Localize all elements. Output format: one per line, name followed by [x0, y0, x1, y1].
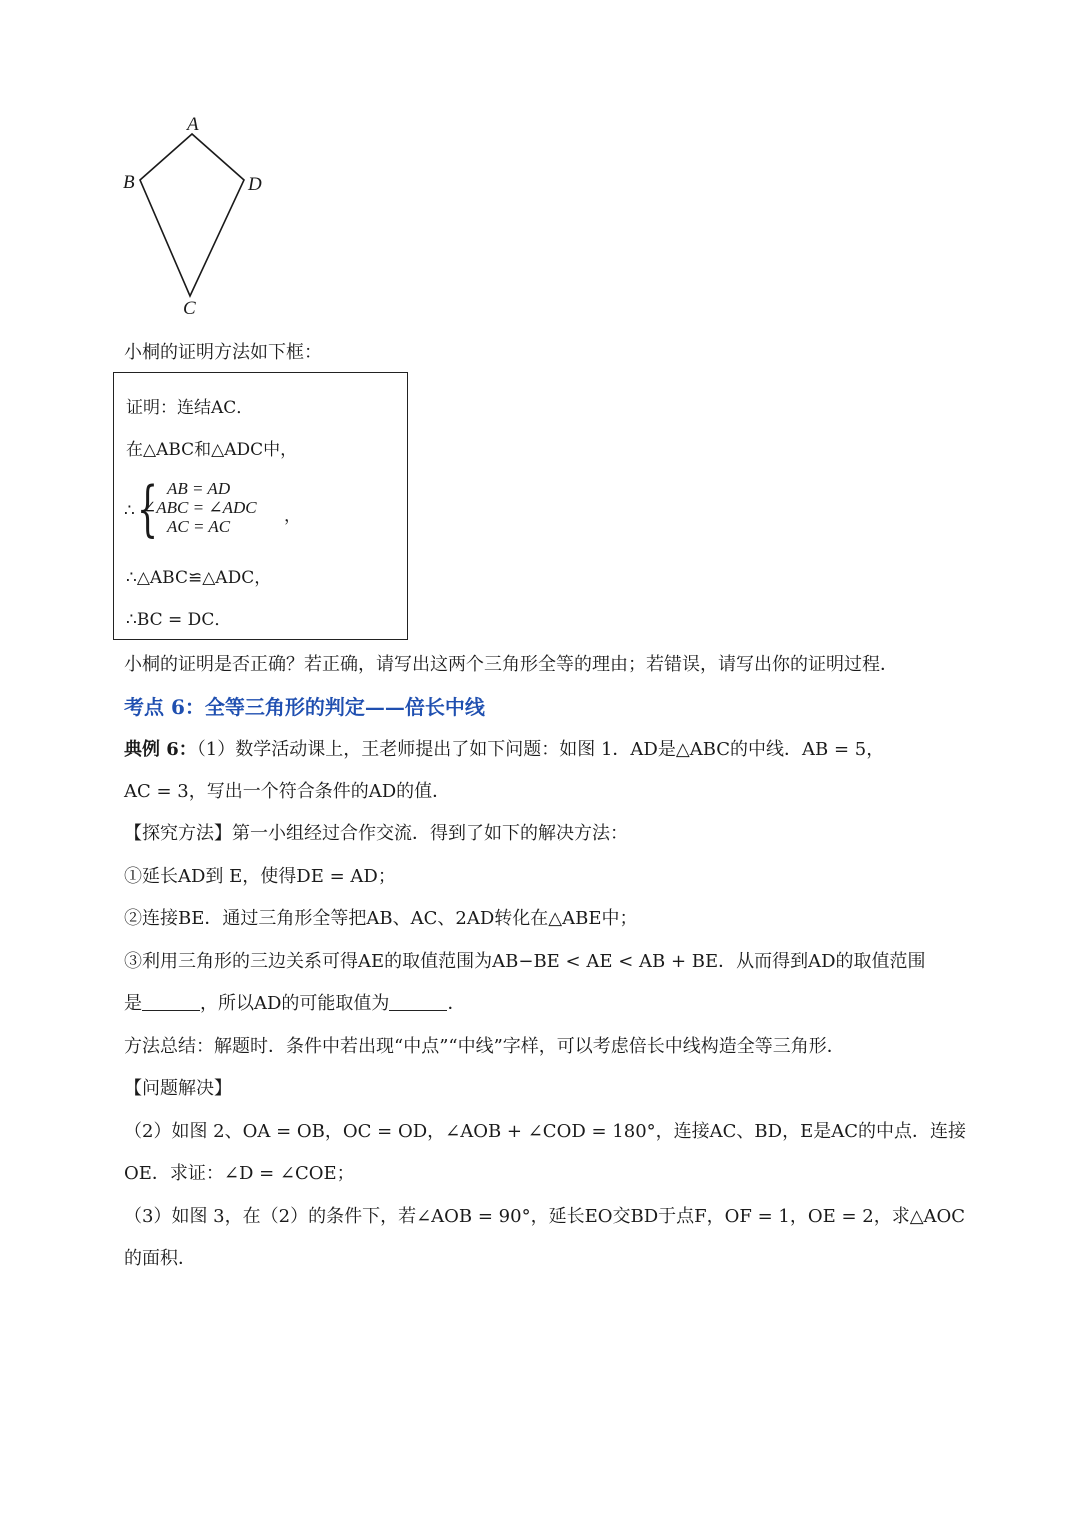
method-title: 【探究方法】第一小组经过合作交流．得到了如下的解决方法： [124, 823, 628, 844]
label-b: B [123, 172, 135, 193]
step-2: ②连接BE．通过三角形全等把AB、AC、2AD转化在△ABE中； [124, 908, 638, 929]
left-brace: { [137, 474, 159, 544]
proof-line-1: 证明：连结AC． [126, 398, 254, 418]
system-comma: ， [284, 506, 301, 526]
proof-line-2: 在△ABC和△ADC中， [126, 440, 298, 460]
step-3b-pre: 是 [124, 993, 142, 1014]
question-text: 小桐的证明是否正确？若正确，请写出这两个三角形全等的理由；若错误，请写出你的证明过程． [124, 654, 898, 675]
step-3: ③利用三角形的三边关系可得AE的取值范围为AB−BE < AE < AB + BE．从而得到AD的取值范围 [124, 951, 926, 972]
question-2-line-2: OE．求证：∠D = ∠COE； [124, 1163, 355, 1184]
proof-equation-system [124, 474, 394, 544]
method-summary: 方法总结：解题时．条件中若出现“中点”“中线”字样，可以考虑倍长中线构造全等三角形． [124, 1036, 845, 1057]
example-text-1: （1）数学活动课上，王老师提出了如下问题：如图 1．AD是△ABC的中线．AB = 5， [196, 739, 885, 760]
blank-2[interactable] [389, 992, 447, 1011]
equation-ac-ac: AC = AC [167, 517, 231, 536]
example-label: 典例 6： [124, 739, 197, 760]
equation-angle: ∠ABC = ∠ADC [142, 498, 257, 517]
kite-diagram [110, 108, 280, 323]
kite-outline [140, 134, 244, 296]
question-3-line-1: （3）如图 3，在（2）的条件下，若∠AOB = 90°，延长EO交BD于点F，OF = 1，OE = 2，求△AOC [124, 1206, 966, 1227]
example-line-2: AC = 3，写出一个符合条件的AD的值． [124, 781, 451, 802]
kite-figure [110, 108, 280, 323]
blank-1[interactable] [142, 992, 200, 1011]
therefore-symbol: ∴ [124, 501, 135, 521]
example-line-1 [124, 737, 884, 763]
step-3-continued [124, 991, 465, 1017]
equation-ab-ad: AB = AD [167, 479, 231, 498]
solve-title: 【问题解决】 [124, 1078, 232, 1099]
label-d: D [248, 174, 262, 195]
question-2-line-1: （2）如图 2、OA = OB，OC = OD，∠AOB + ∠COD = 180°，连接AC、BD，E是AC的中点．连接 [124, 1121, 966, 1142]
label-a: A [187, 114, 199, 135]
section-heading: 考点 6：全等三角形的判定——倍长中线 [124, 695, 485, 719]
intro-text: 小桐的证明方法如下框： [124, 342, 322, 363]
proof-box [113, 372, 408, 640]
label-c: C [183, 298, 196, 319]
proof-line-4: ∴△ABC≌△ADC， [126, 568, 272, 588]
step-3b-end: ． [447, 993, 466, 1014]
step-3b-mid: ，所以AD的可能取值为 [200, 993, 390, 1014]
question-3-line-2: 的面积． [124, 1248, 196, 1269]
proof-line-5: ∴BC = DC． [126, 610, 232, 630]
step-1: ①延长AD到 E，使得DE = AD； [124, 866, 396, 887]
